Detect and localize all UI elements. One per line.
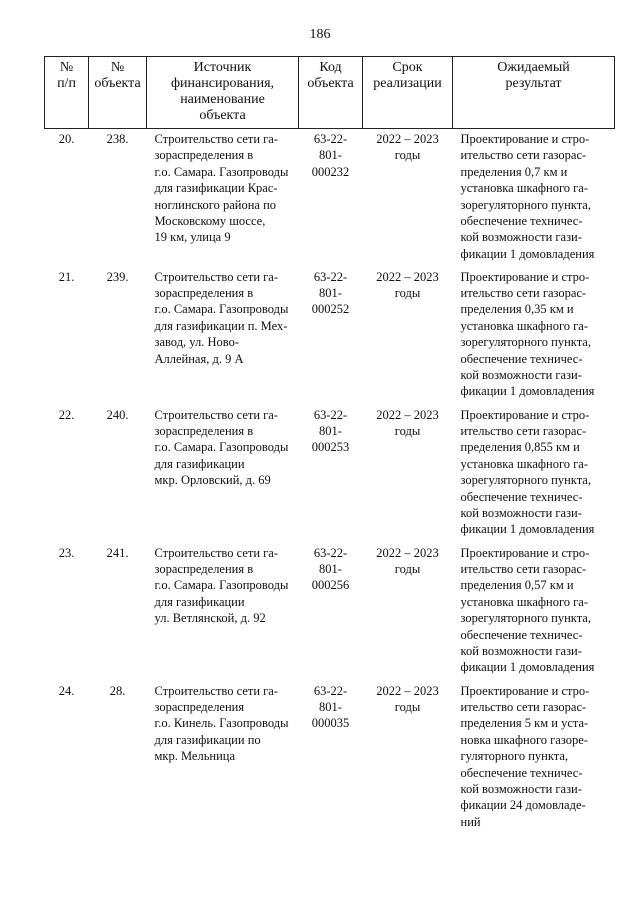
cell-expected-result: Проектирование и стро- ительство сети газорас- пределения 0,57 км и установка шкафного га- зорегуляторного пункта, обеспечение техничес- кой возможности гази- фикации 1 домовладения: [460, 545, 595, 675]
cell-expected-result: Проектирование и стро- ительство сети газорас- пределения 0,7 км и установка шкафного га- зорегуляторного пункта, обеспечение техничес- кой возможности гази- фикации 1 домовладения: [460, 132, 595, 261]
projects-table-container: [44, 56, 614, 831]
table-body: [45, 129, 615, 831]
cell-row-number: 21.: [58, 269, 75, 284]
cell-object-code: 63-22- 801- 000252: [311, 269, 350, 317]
cell-period: 2022 – 2023 годы: [376, 407, 439, 438]
cell-funding-source: Строительство сети га- зораспределения в г.о. Самара. Газопроводы для газификации п. Мех- завод, ул. Ново- Аллейная, д. 9 А: [154, 269, 289, 366]
header-funding-source: Источник финансирования, наименование объекта: [147, 57, 299, 129]
cell-row-number: 22.: [58, 407, 75, 422]
cell-expected-result: Проектирование и стро- ительство сети газорас- пределения 0,855 км и установка шкафного га- зорегуляторного пункта, обеспечение техничес- кой возможности гази- фикации 1 домовладения: [460, 407, 595, 537]
header-row-number: № п/п: [45, 57, 89, 129]
cell-object-number: 241.: [106, 545, 129, 560]
table-row: [45, 405, 615, 543]
cell-object-number: 239.: [106, 269, 129, 284]
header-period: Срок реализации: [363, 57, 453, 129]
cell-row-number: 24.: [58, 683, 75, 698]
table-row: [45, 129, 615, 267]
table-row: [45, 543, 615, 681]
cell-funding-source: Строительство сети га- зораспределения г.о. Кинель. Газопроводы для газификации по мкр. Мельница: [154, 683, 289, 764]
table-header: [45, 57, 615, 129]
cell-period: 2022 – 2023 годы: [376, 269, 439, 300]
cell-object-code: 63-22- 801- 000232: [311, 132, 350, 179]
cell-expected-result: Проектирование и стро- ительство сети газорас- пределения 0,35 км и установка шкафного га- зорегуляторного пункта, обеспечение техничес- кой возможности гази- фикации 1 домовладения: [460, 269, 595, 399]
header-object-code: Код объекта: [299, 57, 363, 129]
cell-period: 2022 – 2023 годы: [376, 132, 439, 163]
cell-funding-source: Строительство сети га- зораспределения в г.о. Самара. Газопроводы для газификации Крас- ноглинского района по Московскому шоссе, 19 км, улица 9: [154, 132, 289, 245]
page-number: 186: [309, 27, 331, 42]
cell-object-code: 63-22- 801- 000256: [311, 545, 350, 593]
cell-object-number: 238.: [106, 132, 129, 146]
header-row: [45, 57, 615, 129]
cell-object-number: 28.: [109, 683, 126, 698]
header-expected-result: Ожидаемый результат: [453, 57, 615, 129]
header-object-number: № объекта: [89, 57, 147, 129]
table-row: [45, 267, 615, 405]
projects-table: [44, 56, 615, 831]
cell-object-code: 63-22- 801- 000253: [311, 407, 350, 455]
cell-period: 2022 – 2023 годы: [376, 683, 439, 714]
cell-expected-result: Проектирование и стро- ительство сети газорас- пределения 5 км и уста- новка шкафного газоре- гуляторного пункта, обеспечение техничес- кой возможности гази- фикации 24 домовладе- ний: [460, 683, 590, 829]
cell-funding-source: Строительство сети га- зораспределения в г.о. Самара. Газопроводы для газификации ул. Ветлянской, д. 92: [154, 545, 289, 626]
cell-row-number: 20.: [58, 132, 75, 146]
cell-row-number: 23.: [58, 545, 75, 560]
cell-object-number: 240.: [106, 407, 129, 422]
cell-period: 2022 – 2023 годы: [376, 545, 439, 576]
cell-funding-source: Строительство сети га- зораспределения в г.о. Самара. Газопроводы для газификации мкр. Орловский, д. 69: [154, 407, 289, 488]
cell-object-code: 63-22- 801- 000035: [311, 683, 350, 731]
table-row: [45, 681, 615, 831]
